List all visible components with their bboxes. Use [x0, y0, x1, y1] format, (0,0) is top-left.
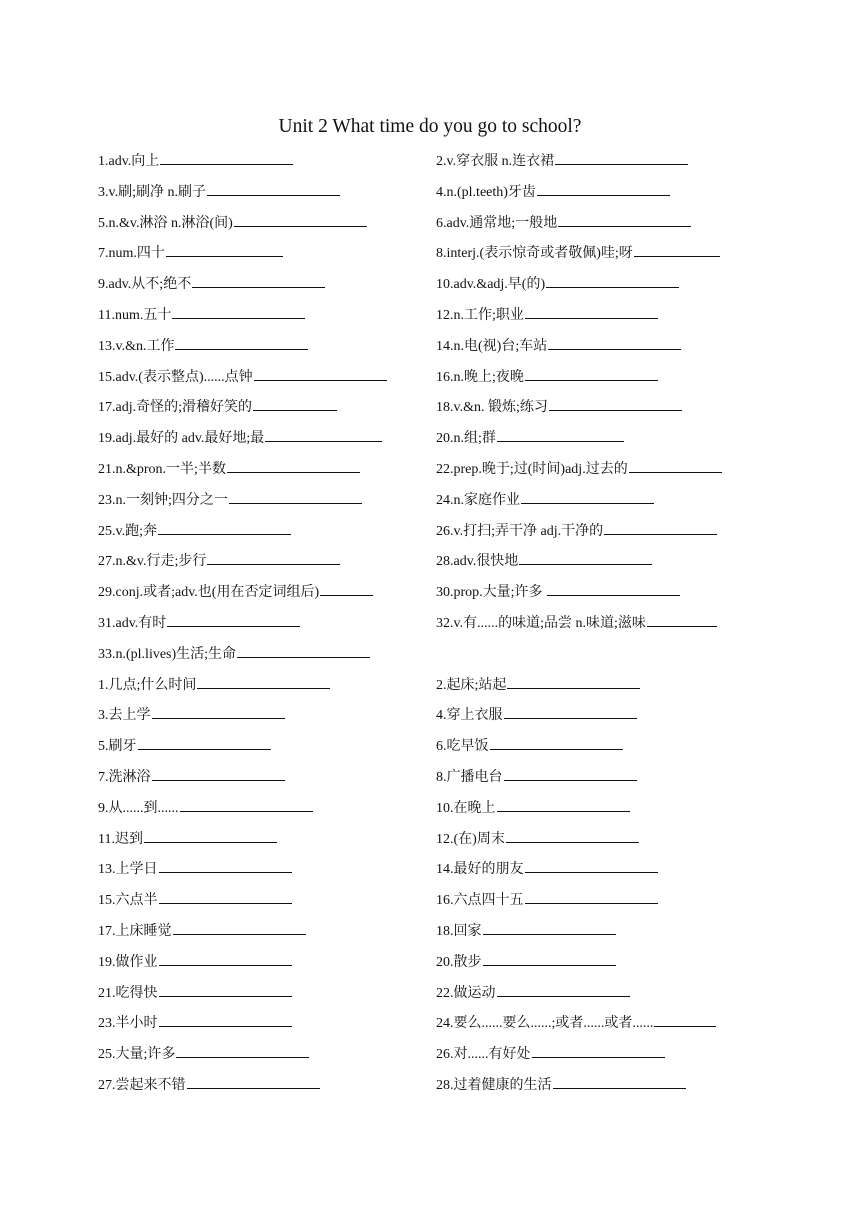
phrase-item: 23.半小时: [98, 1010, 292, 1037]
phrase-row: [98, 918, 758, 949]
word-item: 19.adj.最好的 adv.最好地;最: [98, 425, 382, 452]
word-item: 30.prop.大量;许多: [436, 579, 680, 606]
page-title: Unit 2 What time do you go to school?: [278, 116, 582, 137]
phrase-item: 14.最好的朋友: [436, 856, 658, 883]
word-row: [98, 641, 758, 672]
phrase-item: 20.散步: [436, 949, 616, 976]
phrase-item: 21.吃得快: [98, 980, 292, 1007]
exercise-grid: [98, 148, 758, 1103]
phrase-row: [98, 764, 758, 795]
phrase-item: 2.起床;站起: [436, 672, 640, 699]
word-row: [98, 333, 758, 364]
phrase-item: 8.广播电台: [436, 764, 637, 791]
word-row: [98, 148, 758, 179]
word-item: 18.v.&n. 锻炼;练习: [436, 394, 682, 421]
word-item: 1.adv.向上: [98, 148, 293, 175]
phrase-item: 24.要么......要么......;或者......或者......: [436, 1010, 716, 1037]
phrase-row: [98, 826, 758, 857]
phrase-item: 9.从......到......: [98, 795, 313, 822]
word-item: 9.adv.从不;绝不: [98, 271, 325, 298]
word-row: [98, 364, 758, 395]
word-item: 21.n.&pron.一半;半数: [98, 456, 360, 483]
word-row: [98, 271, 758, 302]
word-item: 6.adv.通常地;一般地: [436, 210, 691, 237]
word-row: [98, 579, 758, 610]
phrase-row: [98, 949, 758, 980]
phrase-row: [98, 733, 758, 764]
word-row: [98, 610, 758, 641]
phrase-item: 17.上床睡觉: [98, 918, 306, 945]
word-item: 32.v.有......的味道;品尝 n.味道;滋味: [436, 610, 717, 637]
phrase-item: 25.大量;许多: [98, 1041, 309, 1068]
word-item: 17.adj.奇怪的;滑稽好笑的: [98, 394, 337, 421]
phrase-row: [98, 887, 758, 918]
word-item: 8.interj.(表示惊奇或者敬佩)哇;呀: [436, 240, 720, 267]
word-item: 33.n.(pl.lives)生活;生命: [98, 641, 370, 668]
word-row: [98, 302, 758, 333]
word-item: 12.n.工作;职业: [436, 302, 658, 329]
phrase-row: [98, 1010, 758, 1041]
phrase-item: 15.六点半: [98, 887, 292, 914]
word-item: 23.n.一刻钟;四分之一: [98, 487, 362, 514]
word-item: 5.n.&v.淋浴 n.淋浴(间): [98, 210, 367, 237]
word-item: 16.n.晚上;夜晚: [436, 364, 658, 391]
word-row: [98, 394, 758, 425]
word-item: 31.adv.有时: [98, 610, 300, 637]
word-row: [98, 548, 758, 579]
phrase-item: 22.做运动: [436, 980, 630, 1007]
phrase-item: 26.对......有好处: [436, 1041, 665, 1068]
word-row: [98, 487, 758, 518]
phrase-row: [98, 1041, 758, 1072]
word-item: 11.num.五十: [98, 302, 305, 329]
word-item: 13.v.&n.工作: [98, 333, 308, 360]
word-item: 22.prep.晚于;过(时间)adj.过去的: [436, 456, 722, 483]
phrase-item: 10.在晚上: [436, 795, 630, 822]
phrase-row: [98, 795, 758, 826]
phrase-item: 18.回家: [436, 918, 616, 945]
phrase-item: 19.做作业: [98, 949, 292, 976]
phrase-item: 13.上学日: [98, 856, 292, 883]
word-item: 4.n.(pl.teeth)牙齿: [436, 179, 670, 206]
phrase-item: 4.穿上衣服: [436, 702, 637, 729]
word-item: 29.conj.或者;adv.也(用在否定词组后): [98, 579, 373, 606]
phrase-row: [98, 672, 758, 703]
phrase-item: 27.尝起来不错: [98, 1072, 320, 1099]
phrase-row: [98, 1072, 758, 1103]
word-row: [98, 518, 758, 549]
word-row: [98, 456, 758, 487]
word-item: 26.v.打扫;弄干净 adj.干净的: [436, 518, 717, 545]
phrase-item: 3.去上学: [98, 702, 285, 729]
word-item: 3.v.刷;刷净 n.刷子: [98, 179, 340, 206]
word-item: 14.n.电(视)台;车站: [436, 333, 681, 360]
word-row: [98, 179, 758, 210]
word-item: 7.num.四十: [98, 240, 283, 267]
word-item: 28.adv.很快地: [436, 548, 652, 575]
phrase-item: 16.六点四十五: [436, 887, 658, 914]
phrase-item: 1.几点;什么时间: [98, 672, 330, 699]
word-item: 25.v.跑;奔: [98, 518, 291, 545]
word-item: 10.adv.&adj.早(的): [436, 271, 679, 298]
word-item: 24.n.家庭作业: [436, 487, 654, 514]
phrase-item: 12.(在)周末: [436, 826, 639, 853]
word-item: 15.adv.(表示整点)......点钟: [98, 364, 387, 391]
word-row: [98, 425, 758, 456]
phrase-item: 5.刷牙: [98, 733, 271, 760]
phrase-row: [98, 980, 758, 1011]
phrase-item: 28.过着健康的生活: [436, 1072, 686, 1099]
word-item: 2.v.穿衣服 n.连衣裙: [436, 148, 688, 175]
word-row: [98, 240, 758, 271]
word-row: [98, 210, 758, 241]
word-item: 20.n.组;群: [436, 425, 624, 452]
phrase-row: [98, 702, 758, 733]
phrase-item: 6.吃早饭: [436, 733, 623, 760]
phrase-item: 7.洗淋浴: [98, 764, 285, 791]
phrase-item: 11.迟到: [98, 826, 277, 853]
phrase-row: [98, 856, 758, 887]
word-item: 27.n.&v.行走;步行: [98, 548, 340, 575]
